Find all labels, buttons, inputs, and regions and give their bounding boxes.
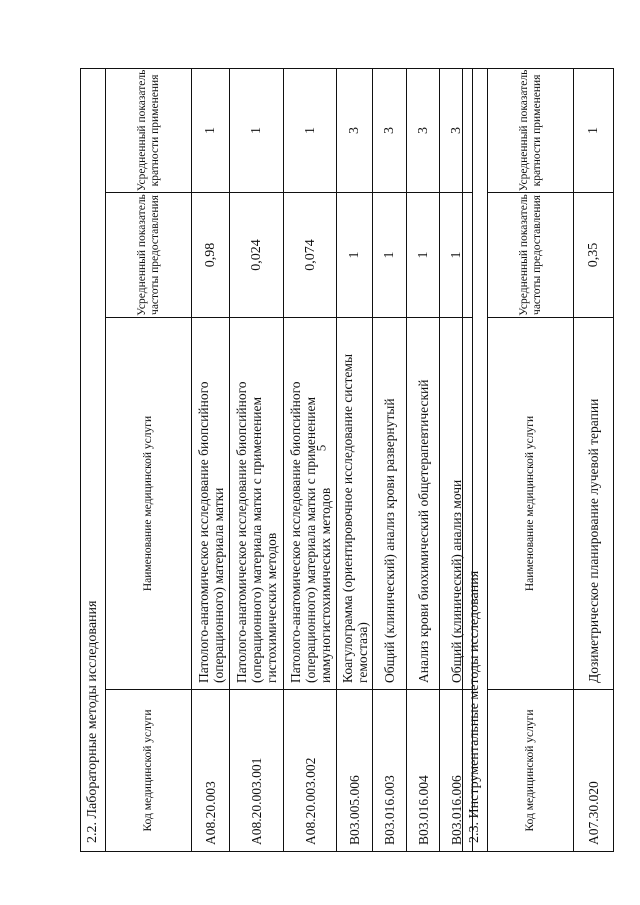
table-row [230, 68, 284, 851]
table-row [574, 68, 614, 851]
service-code: B03.016.003 [373, 690, 407, 852]
multiplicity-value: 3 [373, 68, 407, 192]
table-row [407, 68, 440, 851]
service-name: Общий (клинический) анализ мочи [440, 318, 473, 690]
header-frequency: Усредненный показатель частоты предоставления [106, 193, 192, 318]
header-multiplicity: Усредненный показатель кратности применения [106, 68, 192, 192]
service-code: A07.30.020 [574, 690, 614, 852]
header-code: Код медицинской услуги [106, 690, 192, 852]
header-multiplicity: Усредненный показатель кратности применения [488, 68, 574, 192]
service-code: A08.20.003.001 [230, 690, 284, 852]
frequency-value: 1 [440, 193, 473, 318]
frequency-value: 1 [337, 193, 373, 318]
page-number: 5 [313, 444, 329, 452]
frequency-value: 0,024 [230, 193, 284, 318]
service-name: Патолого-анатомическое исследование биопсийного (операционного) материала матки с применением иммуногистохимических методов [284, 318, 337, 690]
frequency-value: 0,074 [284, 193, 337, 318]
service-code: A08.20.003 [192, 690, 230, 852]
instrumental-methods-table [462, 68, 614, 852]
header-name: Наименование медицинской услуги [488, 318, 574, 690]
section-title-lab: 2.2. Лабораторные методы исследования [81, 68, 106, 851]
service-name: Дозиметрическое планирование лучевой терапии [574, 318, 614, 690]
header-name: Наименование медицинской услуги [106, 318, 192, 690]
header-frequency: Усредненный показатель частоты предоставления [488, 193, 574, 318]
service-name: Патолого-анатомическое исследование биопсийного (операционного) материала матки [192, 318, 230, 690]
service-name: Общий (клинический) анализ крови развернутый [373, 318, 407, 690]
frequency-value: 0,98 [192, 193, 230, 318]
multiplicity-value: 3 [407, 68, 440, 192]
service-name: Коагулограмма (ориентировочное исследование системы гемостаза) [337, 318, 373, 690]
service-code: B03.016.004 [407, 690, 440, 852]
service-name: Анализ крови биохимический общетерапевтический [407, 318, 440, 690]
multiplicity-value: 1 [574, 68, 614, 192]
service-code: A08.20.003.002 [284, 690, 337, 852]
service-code: B03.016.006 [440, 690, 473, 852]
multiplicity-value: 1 [192, 68, 230, 192]
section-title-instrumental: 2.3. Инструментальные методы исследования [463, 68, 488, 851]
table-row [284, 68, 337, 851]
table-row [337, 68, 373, 851]
multiplicity-value: 3 [337, 68, 373, 192]
frequency-value: 1 [407, 193, 440, 318]
multiplicity-value: 1 [230, 68, 284, 192]
lab-methods-table [80, 68, 473, 852]
multiplicity-value: 3 [440, 68, 473, 192]
service-code: B03.005.006 [337, 690, 373, 852]
frequency-value: 0,35 [574, 193, 614, 318]
header-code: Код медицинской услуги [488, 690, 574, 852]
frequency-value: 1 [373, 193, 407, 318]
service-name: Патолого-анатомическое исследование биопсийного (операционного) материала матки с применением гистохимических методов [230, 318, 284, 690]
multiplicity-value: 1 [284, 68, 337, 192]
table-row [192, 68, 230, 851]
table-row [373, 68, 407, 851]
